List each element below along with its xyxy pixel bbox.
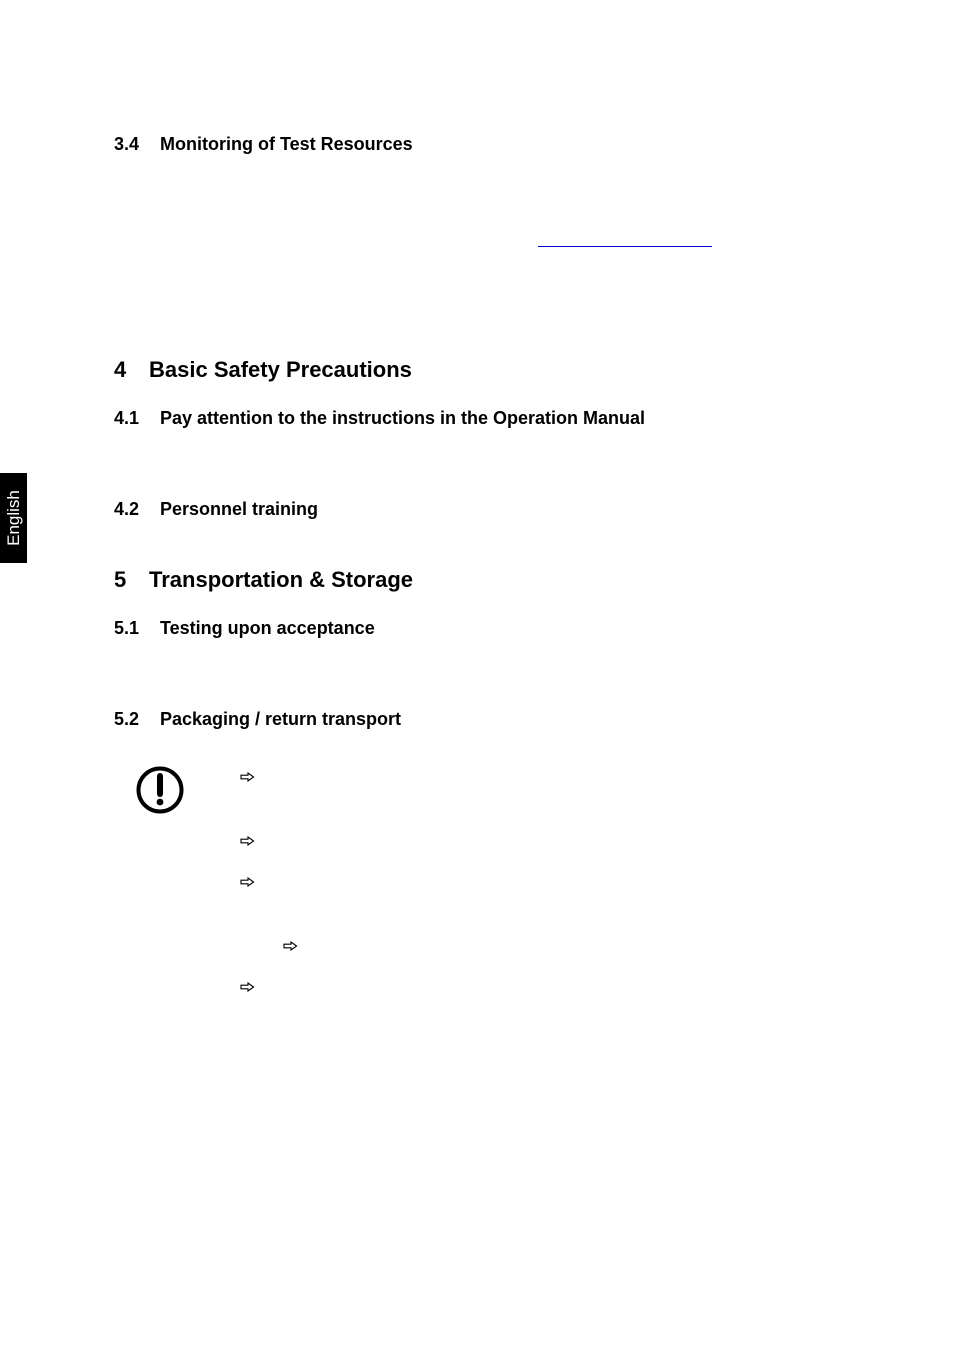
- hollow-arrow-right-icon: [283, 941, 298, 951]
- section-number: 3.4: [114, 134, 140, 154]
- section-title: Transportation & Storage: [149, 567, 414, 592]
- section-5-heading: [114, 567, 413, 593]
- section-number: 5.1: [114, 618, 140, 638]
- section-3-4-heading: [114, 134, 413, 155]
- hollow-arrow-right-icon: [240, 877, 255, 887]
- section-title: Monitoring of Test Resources: [160, 134, 413, 154]
- hyperlink-underline[interactable]: [538, 246, 712, 247]
- section-4-2-heading: [114, 499, 318, 520]
- section-4-heading: [114, 357, 412, 383]
- exclamation-circle-icon: [136, 766, 184, 814]
- section-number: 4.2: [114, 499, 140, 519]
- section-number: 5.2: [114, 709, 140, 729]
- language-tab-label: English: [3, 490, 23, 546]
- language-tab: [0, 473, 27, 563]
- section-number: 4: [114, 357, 127, 382]
- section-5-2-heading: [114, 709, 401, 730]
- section-title: Pay attention to the instructions in the Operation Manual: [160, 408, 646, 428]
- section-4-1-heading: [114, 408, 645, 429]
- section-title: Personnel training: [160, 499, 319, 519]
- hollow-arrow-right-icon: [240, 982, 255, 992]
- section-5-1-heading: [114, 618, 375, 639]
- section-title: Basic Safety Precautions: [149, 357, 412, 382]
- hollow-arrow-right-icon: [240, 836, 255, 846]
- section-title: Testing upon acceptance: [160, 618, 375, 638]
- section-title: Packaging / return transport: [160, 709, 402, 729]
- section-number: 5: [114, 567, 127, 592]
- section-number: 4.1: [114, 408, 140, 428]
- hollow-arrow-right-icon: [240, 772, 255, 782]
